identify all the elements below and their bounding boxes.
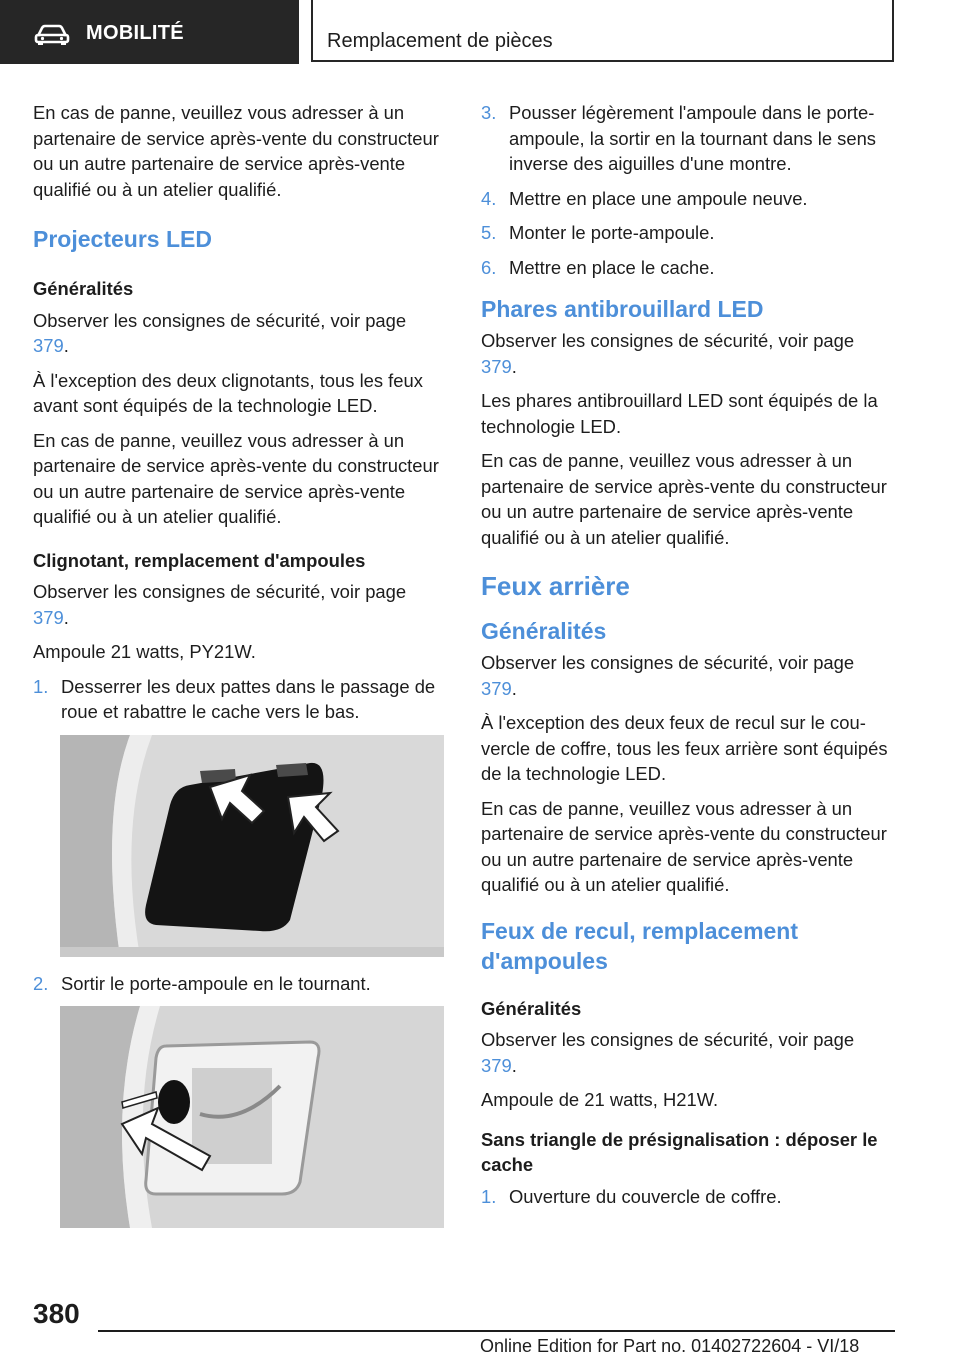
page-footer — [0, 1290, 960, 1362]
step-number: 3. — [481, 102, 497, 123]
step-text: Desserrer les deux pattes dans le passage de roue et rabattre le cache vers le bas. — [61, 675, 436, 722]
safety-paragraph: Observer les consignes de sécurité, voir page 379. — [481, 330, 855, 377]
safety-paragraph: Observer les consignes de sécurité, voir page 379. — [33, 309, 407, 356]
heading-generalites: Généralités — [33, 278, 134, 299]
paragraph: Ampoule 21 watts, PY21W. — [33, 641, 256, 662]
step-text: Monter le porte-ampoule. — [509, 222, 715, 243]
page-link[interactable]: 379 — [481, 1054, 512, 1076]
step-item — [481, 186, 893, 212]
step-item — [33, 674, 445, 725]
page-header — [0, 0, 960, 66]
heading-feux-arriere: Feux arrière — [481, 571, 630, 601]
safety-paragraph: Observer les consignes de sécurité, voir page 379. — [481, 652, 855, 699]
paragraph: En cas de panne, veuillez vous adresser à un partenaire de service après-vente du constructeur ou un autre partenaire de service après-vente qualifié ou à un atelier qualifié. — [481, 797, 887, 895]
heading-feux-de-recul: Feux de recul, remplacement d'ampoules — [481, 917, 799, 974]
right-column — [481, 100, 893, 1218]
step-number: 6. — [481, 256, 497, 278]
section-tab-label: MOBILITÉ — [86, 22, 184, 44]
step-text: Pousser légèrement l'ampoule dans le porte-ampoule, la sortir en la tournant dans le sens inverse des aiguilles d'une montre. — [509, 102, 877, 174]
step-item — [481, 220, 893, 246]
heading-phares-antibrouillard: Phares antibrouillard LED — [481, 296, 764, 322]
intro-paragraph: En cas de panne, veuillez vous adresser à un partenaire de service après-vente du constructeur ou un autre partenaire de service après-vente qualifié ou à un atelier qualifié. — [33, 102, 439, 200]
safety-paragraph: Observer les consignes de sécurité, voir page 379. — [33, 581, 407, 628]
step-text: Mettre en place le cache. — [509, 256, 715, 278]
footer-divider — [98, 1330, 895, 1332]
page-link[interactable]: 379 — [33, 335, 64, 356]
heading-projecteurs-led: Projecteurs LED — [33, 226, 212, 252]
heading-generalites-feux: Généralités — [481, 618, 607, 644]
heading-sans-triangle: Sans triangle de présignalisation : déposer le cache — [481, 1128, 878, 1175]
page-link[interactable]: 379 — [481, 355, 512, 377]
left-column — [33, 100, 445, 1228]
paragraph: À l'exception des deux feux de recul sur le couvercle de coffre, tous les feux arrière sont équipés de la technologie LED. — [481, 712, 888, 784]
page-number: 380 — [33, 1298, 80, 1329]
step-item — [33, 971, 445, 997]
edition-label: Online Edition for Part no. 01402722604 - VI/18 — [480, 1336, 860, 1356]
page-link[interactable]: 379 — [33, 606, 64, 628]
paragraph: En cas de panne, veuillez vous adresser à un partenaire de service après-vente du constructeur ou un autre partenaire de service après-vente qualifié ou à un atelier qualifié. — [481, 450, 887, 548]
wheel-arch-cover-photo — [60, 735, 444, 957]
step-item — [481, 255, 893, 281]
step-text: Ouverture du couvercle de coffre. — [509, 1185, 782, 1207]
car-icon — [34, 24, 70, 51]
bulb-holder-photo — [60, 1006, 444, 1228]
paragraph: Les phares antibrouillard LED sont équipés de la technologie LED. — [481, 390, 878, 437]
step-text: Sortir le porte-ampoule en le tournant. — [61, 972, 371, 994]
page-title: Remplacement de pièces — [327, 30, 553, 52]
page-link[interactable]: 379 — [481, 677, 512, 699]
step-item — [481, 100, 893, 177]
step-number: 1. — [33, 675, 49, 697]
paragraph: Ampoule de 21 watts, H21W. — [481, 1089, 719, 1110]
step-item — [481, 1184, 893, 1210]
paragraph: À l'exception des deux clignotants, tous les feux avant sont équipés de la technologie LED. — [33, 369, 423, 416]
step-number: 5. — [481, 222, 497, 243]
page-title-tab — [311, 0, 894, 62]
heading-clignotant: Clignotant, remplacement d'ampoules — [33, 549, 366, 571]
step-number: 1. — [481, 1185, 497, 1207]
safety-paragraph: Observer les consignes de sécurité, voir page 379. — [481, 1029, 855, 1076]
heading-generalites-recul: Généralités — [481, 997, 582, 1019]
paragraph: En cas de panne, veuillez vous adresser à un partenaire de service après-vente du constructeur ou un autre partenaire de service après-vente qualifié ou à un atelier qualifié. — [33, 429, 439, 527]
step-number: 2. — [33, 972, 49, 994]
section-tab-mobilite[interactable] — [0, 0, 299, 64]
step-number: 4. — [481, 187, 497, 209]
step-text: Mettre en place une ampoule neuve. — [509, 187, 808, 209]
